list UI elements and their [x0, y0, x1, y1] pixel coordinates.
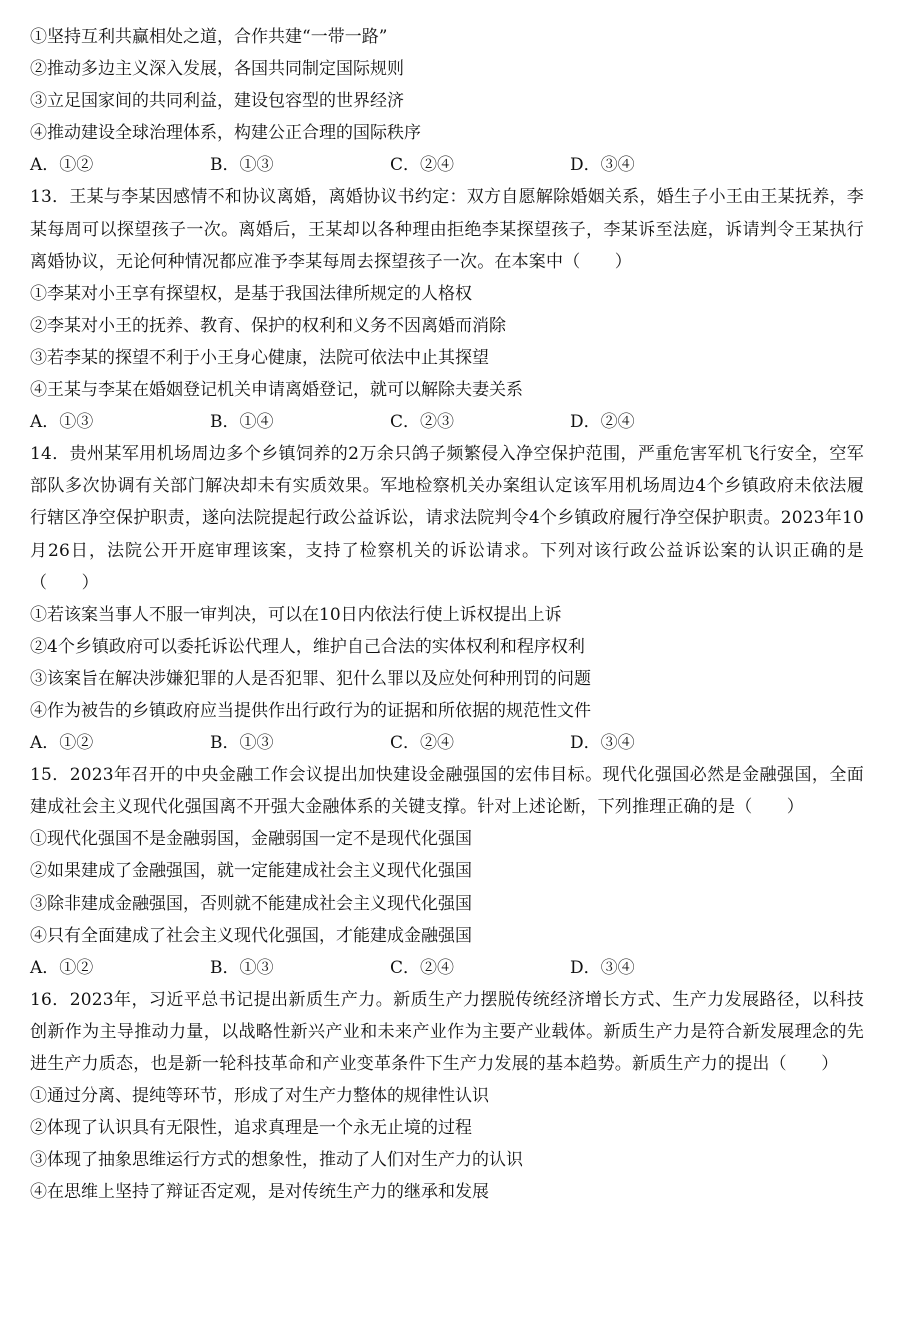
q13-answer-a: A．①③ [30, 412, 94, 433]
q14-option-2: ②4个乡镇政府可以委托诉讼代理人，维护自己合法的实体权利和程序权利 [30, 636, 585, 657]
question-16 [30, 984, 864, 1209]
q15-stem: 15．2023年召开的中央金融工作会议提出加快建设金融强国的宏伟目标。现代化强国必然是金融强国，全面建成社会主义现代化强国离不开强大金融体系的关键支撑。针对上述论断，下列推理正确的是（ ） [30, 765, 864, 818]
q15-answer-b: B．①③ [210, 957, 274, 978]
q13-option-1: ①李某对小王享有探望权，是基于我国法律所规定的人格权 [30, 283, 472, 304]
q15-option-1: ①现代化强国不是金融弱国，金融弱国一定不是现代化强国 [30, 829, 472, 850]
q12-answer-choices [30, 149, 864, 181]
q13-option-4: ④王某与李某在婚姻登记机关申请离婚登记，就可以解除夫妻关系 [30, 380, 523, 401]
q13-answer-c: C．②③ [390, 412, 455, 433]
q13-answer-choices [30, 406, 864, 438]
q14-option-4: ④作为被告的乡镇政府应当提供作出行政行为的证据和所依据的规范性文件 [30, 700, 591, 721]
q13-option-3: ③若李某的探望不利于小王身心健康，法院可依法中止其探望 [30, 347, 489, 368]
q12-answer-d: D．③④ [570, 155, 635, 176]
q12-option-3: ③立足国家间的共同利益，建设包容型的世界经济 [30, 91, 404, 112]
q13-stem: 13．王某与李某因感情不和协议离婚，离婚协议书约定：双方自愿解除婚姻关系，婚生子小王由王某抚养，李某每周可以探望孩子一次。离婚后，王某却以各种理由拒绝李某探望孩子，李某诉至法庭，诉请判令王某执行离婚协议，无论何种情况都应准予李某每周去探望孩子一次。在本案中（ ） [30, 187, 864, 272]
q14-option-1: ①若该案当事人不服一审判决，可以在10日内依法行使上诉权提出上诉 [30, 604, 562, 625]
q14-answer-b: B．①③ [210, 733, 274, 754]
q16-option-3: ③体现了抽象思维运行方式的想象性，推动了人们对生产力的认识 [30, 1150, 523, 1171]
q14-answer-d: D．③④ [570, 733, 635, 754]
q15-answer-choices [30, 952, 864, 984]
question-15 [30, 759, 864, 984]
q16-option-1: ①通过分离、提纯等环节，形成了对生产力整体的规律性认识 [30, 1086, 489, 1107]
q14-answer-c: C．②④ [390, 733, 455, 754]
q14-answer-choices [30, 727, 864, 759]
q14-option-3: ③该案旨在解决涉嫌犯罪的人是否犯罪、犯什么罪以及应处何种刑罚的问题 [30, 668, 591, 689]
q15-answer-a: A．①② [30, 957, 94, 978]
q16-stem: 16．2023年，习近平总书记提出新质生产力。新质生产力摆脱传统经济增长方式、生产力发展路径，以科技创新作为主导推动力量，以战略性新兴产业和未来产业作为主要产业载体。新质生产力是符合新发展理念的先进生产力质态，也是新一轮科技革命和产业变革条件下生产力发展的基本趋势。新质生产力的提出（ ） [30, 989, 864, 1074]
q15-answer-c: C．②④ [390, 957, 455, 978]
q16-option-2: ②体现了认识具有无限性，追求真理是一个永无止境的过程 [30, 1118, 472, 1139]
q15-option-2: ②如果建成了金融强国，就一定能建成社会主义现代化强国 [30, 861, 472, 882]
question-13 [30, 181, 864, 438]
q13-option-2: ②李某对小王的抚养、教育、保护的权利和义务不因离婚而消除 [30, 315, 506, 336]
question-12 [30, 21, 864, 181]
q14-answer-a: A．①② [30, 733, 94, 754]
q15-option-3: ③除非建成金融强国，否则就不能建成社会主义现代化强国 [30, 893, 472, 914]
q12-answer-a: A．①② [30, 155, 94, 176]
q12-option-2: ②推动多边主义深入发展，各国共同制定国际规则 [30, 59, 404, 80]
q14-stem: 14．贵州某军用机场周边多个乡镇饲养的2万余只鸽子频繁侵入净空保护范围，严重危害军机飞行安全，空军部队多次协调有关部门解决却未有实质效果。军地检察机关办案组认定该军用机场周边4个乡镇政府未依法履行辖区净空保护职责，遂向法院提起行政公益诉讼，请求法院判令4个乡镇政府履行净空保护职责。2023年10月26日，法院公开开庭审理该案，支持了检察机关的诉讼请求。下列对该行政公益诉讼案的认识正确的是（ ） [30, 444, 864, 593]
q15-option-4: ④只有全面建成了社会主义现代化强国，才能建成金融强国 [30, 925, 472, 946]
q12-answer-c: C．②④ [390, 155, 455, 176]
q16-option-4: ④在思维上坚持了辩证否定观，是对传统生产力的继承和发展 [30, 1182, 489, 1203]
question-14 [30, 438, 864, 759]
q12-option-4: ④推动建设全球治理体系，构建公正合理的国际秩序 [30, 123, 421, 144]
q15-answer-d: D．③④ [570, 957, 635, 978]
q13-answer-d: D．②④ [570, 412, 635, 433]
q12-option-1: ①坚持互利共赢相处之道，合作共建“一带一路” [30, 27, 388, 47]
q12-answer-b: B．①③ [210, 155, 274, 176]
q13-answer-b: B．①④ [210, 412, 274, 433]
